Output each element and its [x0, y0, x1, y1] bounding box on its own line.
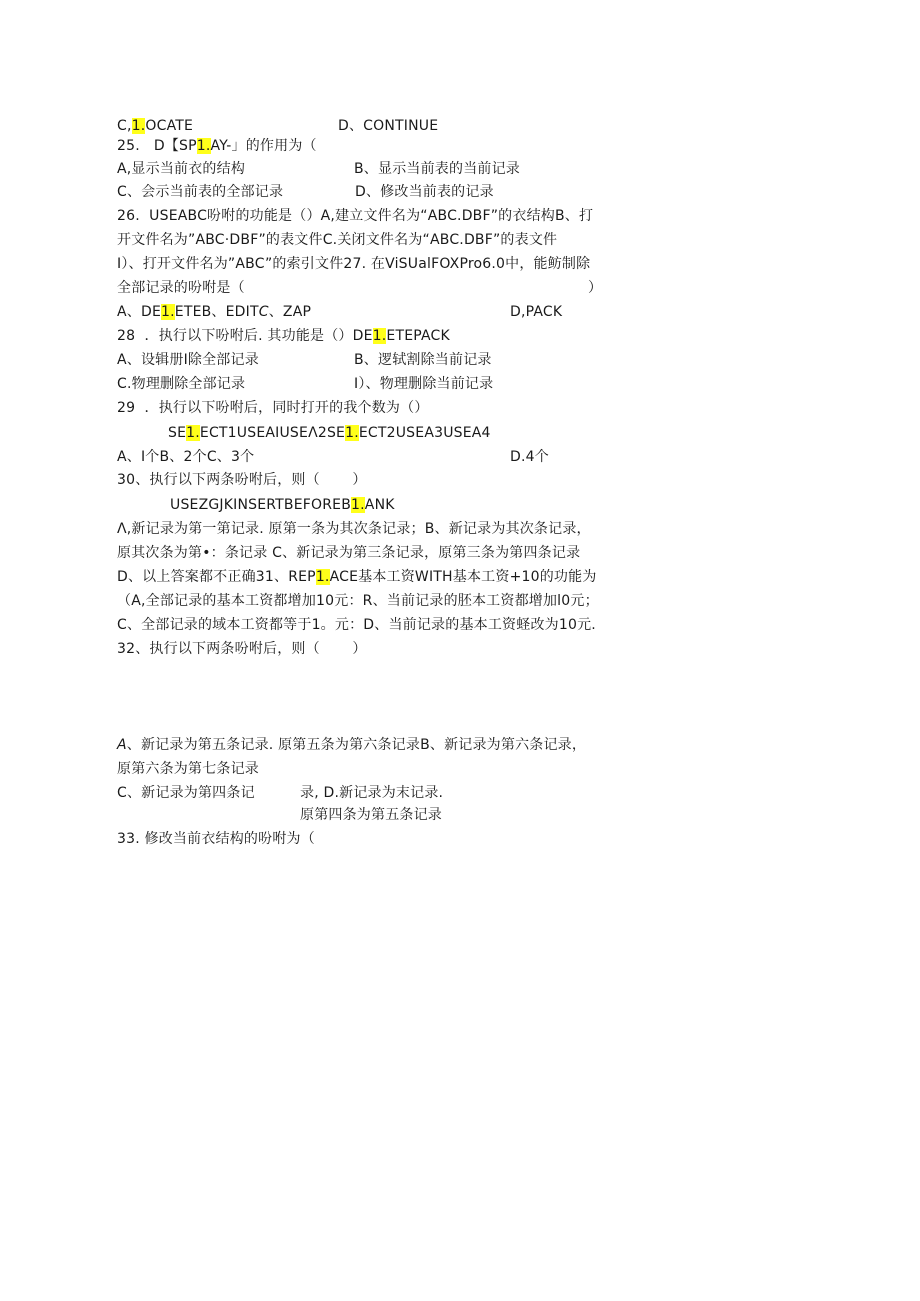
highlight-mark: 1. [196, 138, 211, 154]
q25-option-d: D、修改当前表的记录 [355, 184, 494, 200]
highlight-mark: 1. [186, 425, 200, 441]
q28-option-b: B、逻轼割除当前记录 [354, 352, 492, 368]
question-27-paren: ） [588, 280, 603, 296]
highlight-mark: 1. [351, 497, 365, 513]
q32-option-c: C、新记录为第四条记 [117, 785, 255, 801]
q28-option-d: I）、物理删除当前记录 [354, 376, 494, 392]
question-26: 26. USEABC吩咐的功能是（）A,建立文件名为“ABC.DBF”的衣结构B、打 [117, 208, 594, 224]
q31-options-ab: （A,全部记录的基本工资都增加10元：R、当前记录的胚本工资都增加l0元； [117, 593, 599, 609]
q32-option-c-cont: 原第四条为第五条记录 [300, 807, 442, 823]
q30-options-bc: 原其次条为第•：条记录 C、新记录为第三条记录，原第三条为第四条记录 [117, 545, 581, 561]
q27-option-d: D,PACK [510, 304, 563, 320]
highlight-mark: 1. [161, 304, 175, 320]
q25-option-a: A,显示当前衣的结构 [117, 161, 246, 177]
question-25: 25. D【SP1.AY-」的作用为（ [117, 138, 317, 154]
highlight-mark: 1. [131, 118, 146, 134]
highlight-mark: 1. [372, 328, 387, 344]
question-30: 30、执行以下两条吩咐后，则（ ） [117, 472, 367, 488]
highlight-mark: 1. [345, 425, 359, 441]
q32-options-b-cont: 原第六条为第七条记录 [117, 761, 259, 777]
question-27-cont: 全部记录的吩咐是（ [117, 280, 245, 296]
q29-code: SE1.ECT1USEAIUSEΛ2SE1.ECT2USEA3USEA4 [168, 425, 491, 441]
option-c-locate: C,1.OCATE [117, 118, 194, 134]
question-32: 32、执行以下两条吩咐后，则（ ） [117, 641, 367, 657]
q32-options-ab: A、新记录为第五条记录. 原第五条为第六条记录B、新记录为第六条记录， [117, 737, 587, 753]
question-31: D、以上答案都不正确31、REP1.ACE基本工资WITH基本工资+10的功能为 [117, 569, 597, 585]
q29-options-abc: A、I个B、2个C、3个 [117, 449, 255, 465]
q31-options-cd: C、全部记录的域本工资都等于1。元：D、当前记录的基本工资蛏改为10元. [117, 617, 596, 633]
question-33: 33. 修改当前衣结构的吩咐为（ [117, 831, 315, 847]
q27-options-abc: A、DE1.ETEB、EDITC、ZAP [117, 304, 312, 320]
option-d-continue: D、CONTINUE [338, 118, 439, 134]
q29-option-d: D.4个 [510, 449, 549, 465]
q28-option-c: C.物理删除全部记录 [117, 376, 246, 392]
question-26-cont: 开文件名为”ABC·DBF”的表文件C.关闭文件名为“ABC.DBF”的表文件 [117, 232, 558, 248]
q32-option-d: 录, D.新记录为末记录. [300, 785, 444, 801]
q30-options-ab: Λ,新记录为第一第记录. 原第一条为其次条记录；B、新记录为其次条记录， [117, 521, 591, 537]
q30-code: USEZGJKINSERTBEFOREB1.ANK [170, 497, 395, 513]
q25-option-c: C、会示当前表的全部记录 [117, 184, 284, 200]
question-29: 29 ．执行以下吩咐后，同时打开的我个数为（） [117, 400, 429, 416]
question-28: 28 ．执行以下吩咐后. 其功能是（）DE1.ETEPACK [117, 328, 450, 344]
q28-option-a: A、设辑册I除全部记录 [117, 352, 259, 368]
question-27: I）、打开文件名为”ABC”的索引文件27. 在ViSUalFOXPro6.0中，能鲂制除 [117, 256, 591, 272]
q25-option-b: B、显示当前表的当前记录 [354, 161, 521, 177]
highlight-mark: 1. [315, 569, 330, 585]
